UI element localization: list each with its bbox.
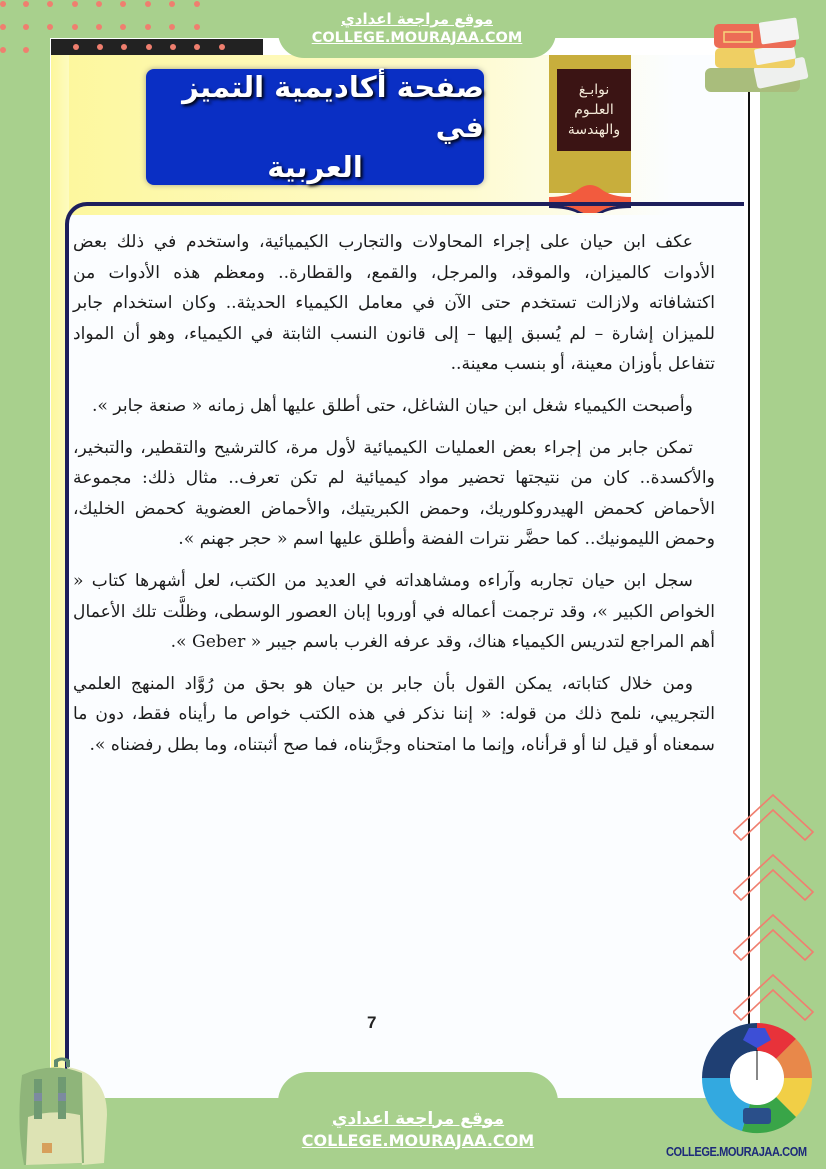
page-number: 7 <box>367 1013 377 1032</box>
backpack-icon <box>12 1055 112 1167</box>
footer-site-banner[interactable] <box>278 1072 558 1169</box>
education-wheel-icon <box>694 1020 820 1140</box>
header-site-name[interactable]: موقع مراجعة اعدادي <box>341 10 493 28</box>
books-stack-icon <box>700 10 810 95</box>
paragraph: وأصبحت الكيمياء شغل ابن حيان الشاغل، حتى أطلق عليها أهل زمانه « صنعة جابر ». <box>91 395 693 416</box>
paragraph: عكف ابن حيان على إجراء المحاولات والتجارب الكيميائية، واستخدم في ذلك بعض الأدوات كالميزان، والموقد، والمرجل، والقمع، والقطارة.. ومعظم هذه الأدوات من اكتشافاته ولازالت تستخدم حتى الآن في معامل الكيمياء الحديثة.. وكان استخدام جابر للميزان إشارة – لم يُسبق إليها – إلى قانون النسب الثابتة في الكيمياء، وهو أن المواد تتفاعل بأوزان معينة، أو بنسب معينة.. <box>73 232 715 375</box>
footer-brand-text: COLLEGE.MOURAJAA.COM <box>666 1144 807 1159</box>
logo-line-2: العلـوم <box>574 102 614 118</box>
paragraph: ومن خلال كتاباته، يمكن القول بأن جابر بن حيان هو بحق من رُوَّاد المنهج العلمي التجريبي، نلمح ذلك من قوله: « إننا نذكر في هذه الكتب خواص ما رأيناه فقط، دون ما سمعناه أو قيل لنا أو قرأناه، وإنما ما امتحناه وجرَّبناه، فما صح أثبتناه، وما بطل رفضناه ». <box>73 673 715 755</box>
chevron-up-icons <box>733 790 823 1025</box>
paragraph: سجل ابن حيان تجاربه وآراءه ومشاهداته في العديد من الكتب، لعل أشهرها كتاب « الخواص الكبير »، وقد ترجمت أعماله في أوروبا إبان العصور الوسطى، وظلَّت تلك الأعمال أهم المراجع لتدريس الكيمياء هناك، وقد عرفه الغرب باسم جيبر « Geber ». <box>73 570 715 653</box>
logo-line-3: والهندسة <box>567 122 621 138</box>
title-line-1: صفحة أكاديمية التميز في <box>182 70 484 144</box>
footer-site-name[interactable]: موقع مراجعة اعدادي <box>331 1108 505 1129</box>
paragraph: تمكن جابر من إجراء بعض العمليات الكيميائية لأول مرة، كالترشيح والتقطير، والتبخير، والأكسدة.. كان من نتيجتها تحضير مواد كيميائية لم تكن تعرف.. مثال ذلك: مجموعة الأحماض كحمض الهيدروكلوريك، وحمض الكبريتيك، والأحماض العضوية كحمض الخليك، وحمض الليمونيك.. كما حضَّر نترات الفضة وأطلق عليها اسم « حجر جهنم ». <box>73 437 715 550</box>
header-site-banner[interactable] <box>278 0 556 58</box>
header-site-url[interactable]: COLLEGE.MOURAJAA.COM <box>311 30 523 46</box>
article-body <box>73 227 715 772</box>
footer-site-url[interactable]: COLLEGE.MOURAJAA.COM <box>301 1130 535 1150</box>
top-black-bar <box>51 39 263 55</box>
title-line-2: العربية <box>267 150 363 184</box>
page-title <box>146 69 484 185</box>
scanned-page <box>51 55 744 1100</box>
section-logo <box>549 55 631 193</box>
logo-line-1: نوابـغ <box>578 82 610 98</box>
